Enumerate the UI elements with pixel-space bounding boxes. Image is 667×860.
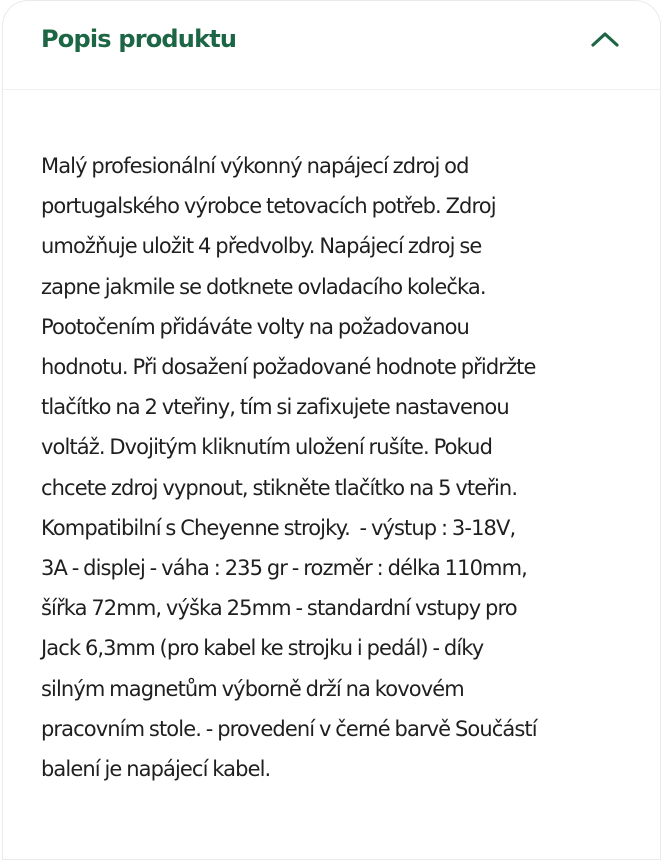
- product-description-card: [2, 0, 661, 860]
- description-line: voltáž. Dvojitým kliknutím uložení rušíte. Pokud: [41, 435, 493, 460]
- description-line: tlačítko na 2 vteřiny, tím si zafixujete nastavenou: [41, 395, 509, 420]
- chevron-up-icon[interactable]: [588, 28, 622, 50]
- description-line: Jack 6,3mm (pro kabel ke strojku i pedál) - díky: [41, 636, 484, 661]
- description-line: šířka 72mm, výška 25mm - standardní vstupy pro: [41, 596, 517, 621]
- description-line: Malý profesionální výkonný napájecí zdroj od: [41, 154, 469, 178]
- description-line: 3A - displej - váha : 235 gr - rozměr : délka 110mm,: [41, 556, 527, 581]
- product-description-header[interactable]: [3, 1, 660, 90]
- description-line: hodnotu. Při dosažení požadované hodnote přidržte: [41, 355, 536, 380]
- description-line: Pootočením přidáváte volty na požadovanou: [41, 314, 469, 339]
- description-line: Kompatibilní s Cheyenne strojky. - výstup : 3-18V,: [41, 515, 516, 540]
- description-line: portugalského výrobce tetovacích potřeb. Zdroj: [41, 194, 496, 219]
- description-line: balení je napájecí kabel.: [41, 757, 271, 782]
- section-title: Popis produktu: [41, 25, 237, 53]
- product-description-body: [3, 90, 660, 789]
- product-description-text: [41, 146, 628, 789]
- description-line: silným magnetům výborně drží na kovovém: [41, 676, 464, 701]
- description-line: pracovním stole. - provedení v černé barvě Součástí: [41, 716, 537, 741]
- description-line: chcete zdroj vypnout, stikněte tlačítko na 5 vteřin.: [41, 475, 518, 500]
- description-line: zapne jakmile se dotknete ovladacího kolečka.: [41, 274, 486, 299]
- description-line: umožňuje uložit 4 předvolby. Napájecí zdroj se: [41, 234, 482, 259]
